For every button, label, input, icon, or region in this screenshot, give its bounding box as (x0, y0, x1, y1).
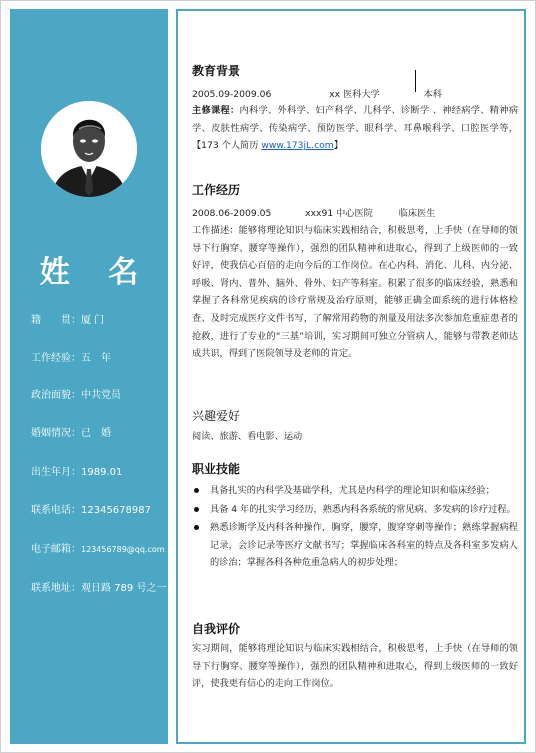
list-item: 具备 4 年的扎实学习经历，熟悉内科各系统的常见病、多发病的诊疗过程。 (192, 501, 518, 519)
work-company: xxx91 中心医院 (305, 208, 373, 219)
portrait-icon (41, 101, 137, 197)
skills-title: 职业技能 (192, 462, 241, 476)
work-period: 2008.06-2009.05 (192, 208, 272, 219)
info-marital: 婚姻情况：已 婚 (31, 428, 111, 439)
list-item: 具备扎实的内科学及基础学科，尤其是内科学的理论知识和临床经验； (192, 482, 518, 500)
info-email: 电子邮箱：123456789@qq.com (31, 544, 165, 555)
bullet-icon (194, 507, 199, 512)
list-item: 熟悉诊断学及内科各种操作，胸穿，腰穿，腹穿穿刺等操作；熟练掌握病程记录，会诊记录等医疗文献书写；掌握临床各科室的特点及各科室多发病人的诊治；掌握各科各种危重急病人的初步处理； (192, 519, 518, 572)
evaluation-title: 自我评价 (192, 622, 241, 636)
hobby-title: 兴趣爱好 (192, 409, 241, 423)
info-birth: 出生年月：1989.01 (31, 467, 123, 478)
bullet-icon (194, 525, 199, 530)
website-link[interactable]: www.173jL.com (261, 140, 334, 152)
education-courses: 主修课程：内科学、外科学、妇产科学、儿科学、诊断学 、神经病学、精神病学、皮肤性病学、传染病学、预防医学、眼科学、耳鼻喉科学、口腔医学等，【173 个人简历 www.173jL.com】 (192, 105, 519, 152)
courses-label: 主修课程： (192, 105, 240, 116)
work-description: 工作描述：能够将理论知识与临床实践相结合，积极思考，上手快（在导师的领导下行胸穿、腰穿等操作），强烈的团队精神和进取心，得到了上级医师的一致好评，使我信心百倍的走向今后的工作岗位。在心内科、消化、儿科、内分泌、呼吸、肾内、普外、脑外、骨外、妇产等科室。积累了很多的临床经验，熟悉和掌握了各科常见疾病的诊疗常规及治疗原则，能够正确全面系统的进行体格检查、及时完成医疗文件书写，了解常用药物的剂量及用法多次参加危重症患者的抢救，进行了专业的“三基”培训，实习期间可独立分管病人，能够与带教老师达成共识，得到了医院领导及老师的肯定。 (192, 225, 518, 360)
info-experience: 工作经验：五 年 (31, 353, 111, 364)
work-line (192, 205, 518, 219)
info-hometown: 籍 贯：厦 门 (31, 315, 105, 326)
work-title: 工作经历 (192, 183, 241, 197)
education-school: xx 医科大学 (329, 89, 380, 100)
info-address: 联系地址：观日路 789 号之一 (31, 583, 167, 594)
skills-list (192, 482, 518, 573)
education-line (192, 86, 518, 100)
work-position: 临床医生 (398, 208, 436, 219)
avatar (41, 101, 137, 197)
education-period: 2005.09-2009.06 (192, 89, 272, 100)
education-degree: 本科 (423, 89, 442, 100)
hobby-text: 阅读、旅游、看电影、运动 (192, 431, 303, 442)
sidebar (10, 9, 168, 744)
education-title: 教育背景 (192, 64, 241, 78)
info-phone: 联系电话：12345678987 (31, 505, 151, 516)
evaluation-text: 实习期间，能够将理论知识与临床实践相结合，积极思考，上手快（在导师的领导下行胸穿、腰穿等操作），强烈的团队精神和进取心，得到上级医师的一致好评，使我更有信心的走向工作岗位。 (192, 643, 518, 690)
info-political: 政治面貌：中共党员 (31, 390, 121, 401)
candidate-name: 姓 名 (39, 255, 153, 290)
bullet-icon (194, 488, 199, 493)
